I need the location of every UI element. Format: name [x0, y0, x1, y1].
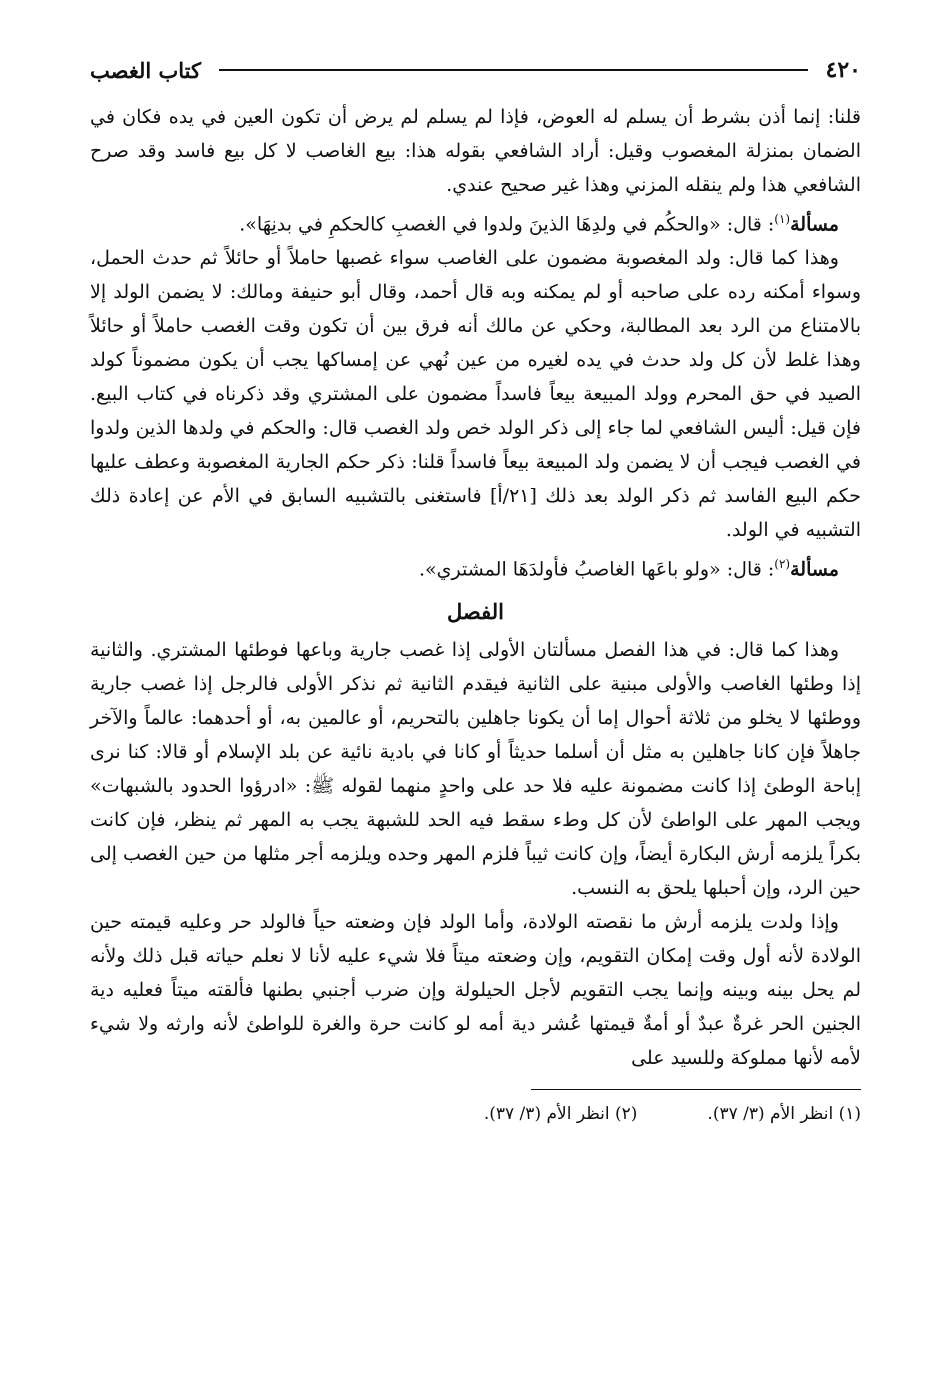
masala-1-footnote-ref: (١) — [774, 212, 791, 226]
header-rule — [219, 69, 808, 71]
footnote-1: (١) انظر الأم (٣/ ٣٧). — [707, 1103, 861, 1124]
page-header — [90, 48, 861, 92]
masala-1-label: مسألة — [790, 213, 839, 236]
footnotes — [90, 1104, 861, 1124]
masala-1-text: : قال: «والحكُم في ولدِهَا الذينَ ولدوا في الغصبِ كالحكمِ في بدنِهَا». — [239, 213, 775, 236]
footnote-rule — [531, 1089, 861, 1090]
footnote-2: (٢) انظر الأم (٣/ ٣٧). — [483, 1103, 638, 1124]
masala-1 — [90, 202, 861, 241]
masala-2-label: مسألة — [790, 558, 839, 581]
paragraph-2: وهذا كما قال: ولد المغصوبة مضمون على الغاصب سواء غصبها حاملاً أو حائلاً ثم حدث الحمل، وسواء أمكنه رده على صاحبه أو لم يمكنه وبه قال أحمد، وقال أبو حنيفة ومالك: لا يضمن الولد إلا بالامتناع من الرد بعد المطالبة، وحكي عن مالك أنه فرق بين أن تكون وقت الغصب حاملاً أو حائلاً وهذا غلط لأن كل ولد حدث في يده لغيره من عين نُهي عن إمساكها يجب أن يكون مضموناً كولد الصيد في حق المحرم وولد المبيعة بيعاً فاسداً مضمون على المشتري وقد ذكرناه في كتاب البيع. فإن قيل: أليس الشافعي لما جاء إلى ذكر الولد خص ولد الغصب قال: والحكم في ولدها الذين ولدوا في الغصب فيجب أن لا يضمن ولد المبيعة بيعاً فاسداً قلنا: ذكر حكم الجارية المغصوبة وعطف عليها حكم البيع الفاسد ثم ذكر الولد بعد ذلك [٢١/أ] فاستغنى بالتشبيه السابق في الأم عن إعادة ذلك التشبيه في الولد. — [90, 247, 861, 542]
masala-2 — [90, 547, 861, 586]
paragraph-4: وإذا ولدت يلزمه أرش ما نقصته الولادة، وأما الولد فإن وضعته حياً فالولد حر وعليه قيمته حين الولادة لأنه أول وقت إمكان التقويم، وإن وضعته ميتاً فلا شيء عليه لأنا لا نعلم حياته قبل ذلك ولأنه لم يحل بينه وبينه وإنما يجب التقويم لأجل الحيلولة وإن ضرب أجنبي بطنها فألقته ميتاً فعليه دية الجنين الحر غرةٌ عبدٌ أو أمةٌ قيمتها عُشر دية أمه لو كانت حرة والغرة للواطئ لأنه وارثه ولا شيء لأمه لأنها مملوكة وللسيد على — [90, 910, 861, 1069]
section-title: الفصل — [447, 598, 504, 624]
paragraph-1: قلنا: إنما أذن بشرط أن يسلم له العوض، فإذا لم يسلم لم يرض أن تكون العين في يده فكان في الضمان بمنزلة المغصوب وقيل: أراد الشافعي بقوله هذا: بيع الغاصب لا كل بيع فاسد وقد صرح الشافعي هذا ولم ينقله المزني وهذا غير صحيح عندي. — [90, 106, 861, 196]
running-title: كتاب الغصب — [90, 57, 202, 83]
masala-2-footnote-ref: (٢) — [774, 557, 791, 572]
masala-2-text: : قال: «ولو باعَها الغاصبُ فأولدَهَا المشتري». — [418, 558, 775, 581]
paragraph-3: وهذا كما قال: في هذا الفصل مسألتان الأولى إذا غصب جارية وباعها فوطئها المشتري. والثانية إذا وطئها الغاصب والأولى مبنية على الثانية فيقدم الثانية ثم نذكر الأولى فالرجل إذا غصب جارية ووطئها لا يخلو من ثلاثة أحوال إما أن يكونا جاهلين بالتحريم، أو عالمين به، أو أحدهما: عالماً والآخر جاهلاً فإن كانا جاهلين به مثل أن أسلما حديثاً أو كانا في بادية نائية عن بلد الإسلام أو قالا: كنا نرى إباحة الوطئ إذا كانت مضمونة عليه فلا حد على واحدٍ منهما لقوله ﷺ: «ادرؤوا الحدود بالشبهات» ويجب المهر على الواطئ لأن كل وطء سقط فيه الحد للشبهة يجب به المهر ثم ينظر، فإن كانت بكراً يلزمه أرش البكارة أيضاً، وإن كانت ثيباً فلزم المهر وحده ويلزمه أجر مثلها من حين الغصب إلى حين الرد، وإن أحبلها يلحق به النسب. — [90, 638, 861, 899]
page-body — [90, 100, 861, 1075]
page-number: ٤٢٠ — [825, 57, 861, 83]
